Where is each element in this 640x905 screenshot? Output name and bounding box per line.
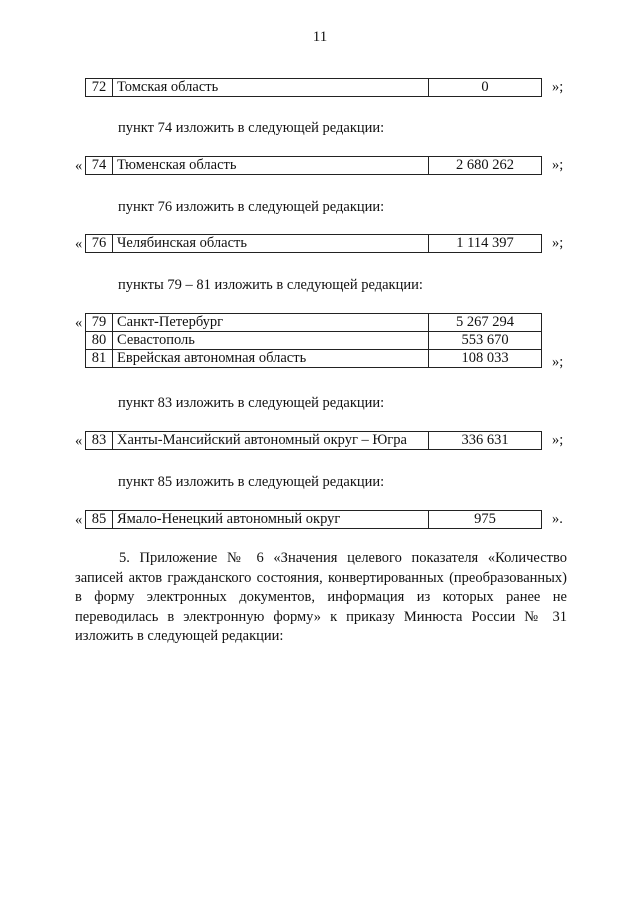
page-number: 11: [312, 29, 328, 45]
region-name: Санкт-Петербург: [113, 314, 429, 332]
closing-quote: »;: [552, 235, 564, 251]
region-value: 2 680 262: [429, 157, 542, 175]
table-row: [86, 511, 542, 529]
row-number: 79: [86, 314, 113, 332]
region-value: 108 033: [429, 350, 542, 368]
row-number: 76: [86, 235, 113, 253]
table-row: [86, 235, 542, 253]
table-row: [86, 432, 542, 450]
table-row: [86, 350, 542, 368]
closing-quote: »;: [552, 354, 564, 370]
table-row: [86, 79, 542, 97]
region-value: 5 267 294: [429, 314, 542, 332]
row-number: 83: [86, 432, 113, 450]
table-row: [86, 157, 542, 175]
region-name: Ямало-Ненецкий автономный округ: [113, 511, 429, 529]
instruction-text: пункт 74 изложить в следующей редакции:: [118, 120, 385, 136]
opening-quote: «: [75, 315, 83, 331]
instruction-text: пункт 76 изложить в следующей редакции:: [118, 199, 385, 215]
region-value: 553 670: [429, 332, 542, 350]
region-value: 0: [429, 79, 542, 97]
table-block-85: [85, 510, 542, 529]
instruction-text: пункты 79 – 81 изложить в следующей редакции:: [118, 277, 423, 293]
table-block-79-81: [85, 313, 542, 368]
table-row: [86, 314, 542, 332]
table-block-72: [85, 78, 542, 97]
table-block-76: [85, 234, 542, 253]
region-name: Еврейская автономная область: [113, 350, 429, 368]
opening-quote: «: [75, 158, 83, 174]
region-name: Тюменская область: [113, 157, 429, 175]
region-value: 336 631: [429, 432, 542, 450]
row-number: 80: [86, 332, 113, 350]
table-row: [86, 332, 542, 350]
region-name: Севастополь: [113, 332, 429, 350]
instruction-text: пункт 83 изложить в следующей редакции:: [118, 395, 385, 411]
table-block-83: [85, 431, 542, 450]
closing-quote: »;: [552, 432, 564, 448]
table-block-74: [85, 156, 542, 175]
opening-quote: «: [75, 512, 83, 528]
region-name: Челябинская область: [113, 235, 429, 253]
opening-quote: «: [75, 433, 83, 449]
row-number: 72: [86, 79, 113, 97]
row-number: 81: [86, 350, 113, 368]
body-paragraph: 5. Приложение № 6 «Значения целевого показателя «Количество записей актов гражданского состояния, конвертированных (преобразованных) в форму электронных документов, информация из которых ранее не переводилась в электронную форму» к приказу Минюста России № 31 изложить в следующей редакции:: [75, 550, 567, 644]
region-name: Ханты-Мансийский автономный округ – Югра: [113, 432, 429, 450]
opening-quote: «: [75, 236, 83, 252]
row-number: 74: [86, 157, 113, 175]
closing-quote: ».: [552, 511, 563, 527]
region-value: 975: [429, 511, 542, 529]
instruction-text: пункт 85 изложить в следующей редакции:: [118, 474, 385, 490]
closing-quote: »;: [552, 157, 564, 173]
region-name: Томская область: [113, 79, 429, 97]
closing-quote: »;: [552, 79, 564, 95]
region-value: 1 114 397: [429, 235, 542, 253]
row-number: 85: [86, 511, 113, 529]
